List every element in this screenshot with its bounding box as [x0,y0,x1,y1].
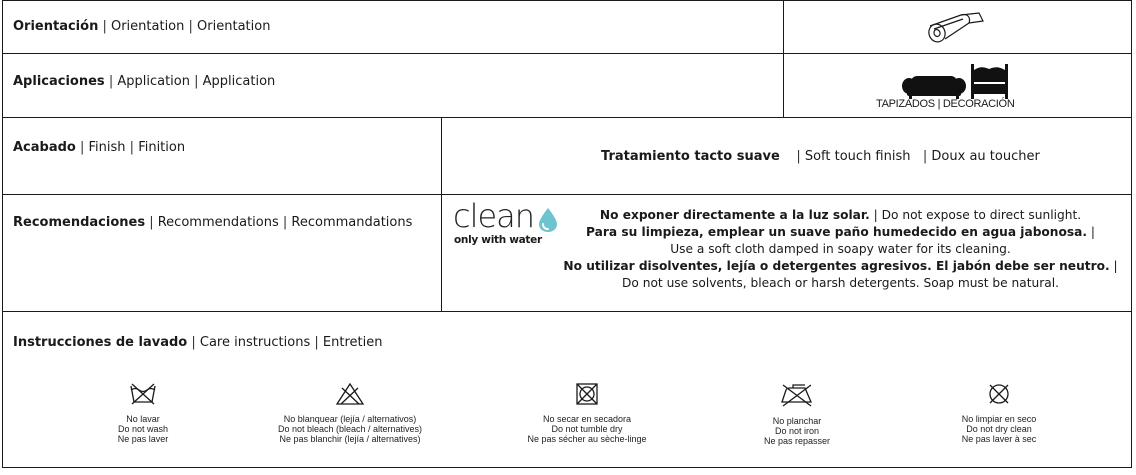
care-en: Care instructions [199,335,311,350]
care-row [2,311,1132,468]
care-title: Instrucciones de lavado [13,335,188,350]
no-bleach-icon [335,382,365,406]
care-text-es: No limpiar en seco [961,414,1037,424]
recommendations-title: Recomendaciones [13,215,146,230]
reco-line-4: No utilizar disolventes, lejía o detergentes agresivos. El jabón debe ser neutro. | [563,259,1118,273]
finish-value-fr: Doux au toucher [931,149,1040,164]
orientation-divider [783,1,784,53]
reco-line-5: Do not use solvents, bleach or harsh detergents. Soap must be natural. [622,276,1059,290]
care-text-fr: Ne pas repasser [763,436,831,446]
finish-title: Acabado [13,140,76,155]
care-text-es: No lavar [126,414,160,424]
finish-label: Acabado | Finish | Finition [13,140,186,155]
reco-line-2: Para su limpieza, emplear un suave paño humedecido en agua jabonosa. | [586,225,1095,239]
applications-title: Aplicaciones [13,74,105,89]
no-dry-clean-icon [984,382,1014,406]
clean-with-water-logo [453,197,563,251]
finish-value-en: Soft touch finish [804,149,911,164]
care-text-fr: Ne pas laver [117,434,169,444]
care-text-en: Do not tumble dry [551,424,623,434]
applications-icon-label: TAPIZADOS | DECORACIÓN [876,98,1015,110]
orientation-title: Orientación [13,19,99,34]
care-item-no-tumble-dry [487,382,687,444]
fabric-roll-icon [921,9,987,45]
recommendations-en: Recommendations [157,215,279,230]
applications-row [2,53,1132,118]
care-text-en: Do not bleach (bleach / alternatives) [277,424,423,434]
recommendations-label: Recomendaciones | Recommendations | Recommandations [13,215,413,230]
care-text-es: No blanquear (lejía / alternativos) [283,414,417,424]
care-text-es: No planchar [772,416,822,426]
finish-en: Finish [88,140,126,155]
care-item-no-dry-clean [899,382,1099,444]
clean-logo-subtitle: only with water [454,234,542,246]
care-text-fr: Ne pas sécher au sèche-linge [527,434,647,444]
no-wash-icon [128,382,158,406]
no-iron-icon [779,382,815,408]
finish-row [2,117,1132,195]
reco-line-3: Use a soft cloth damped in soapy water for its cleaning. [670,242,1011,256]
recommendations-fr: Recommandations [291,215,413,230]
care-item-no-bleach [250,382,450,444]
care-text-en: Do not iron [774,426,820,436]
finish-divider [441,118,442,194]
applications-label: Aplicaciones | Application | Application [13,74,276,89]
orientation-label: Orientación | Orientation | Orientation [13,19,271,34]
care-item-no-iron [697,382,897,446]
care-symbols [3,382,1131,462]
care-text-fr: Ne pas blanchir (lejía / alternatives) [279,434,421,444]
applications-en: Application [117,74,190,89]
finish-value: Tratamiento tacto suave | Soft touch finish | Doux au toucher [601,149,1040,164]
reco-line-1: No exponer directamente a la luz solar. | Do not expose to direct sunlight. [599,208,1082,222]
care-text-fr: Ne pas laver à sec [961,434,1037,444]
water-drop-icon [537,207,559,233]
care-text-en: Do not wash [117,424,169,434]
finish-value-es: Tratamiento tacto suave [601,149,780,164]
care-text-en: Do not dry clean [966,424,1032,434]
care-text-es: No secar en secadora [542,414,632,424]
finish-fr: Finition [138,140,186,155]
care-fr: Entretien [322,335,383,350]
recommendations-text [563,207,1118,292]
care-label: Instrucciones de lavado | Care instructions | Entretien [13,335,383,350]
clean-logo-word: clean [453,197,535,235]
care-item-no-wash [43,382,243,444]
applications-divider [783,54,784,117]
recommendations-divider [441,195,442,311]
orientation-en: Orientation [110,19,185,34]
no-tumble-dry-icon [572,382,602,406]
orientation-row [2,0,1132,54]
applications-fr: Application [202,74,276,89]
recommendations-row [2,194,1132,312]
orientation-fr: Orientation [197,19,271,34]
